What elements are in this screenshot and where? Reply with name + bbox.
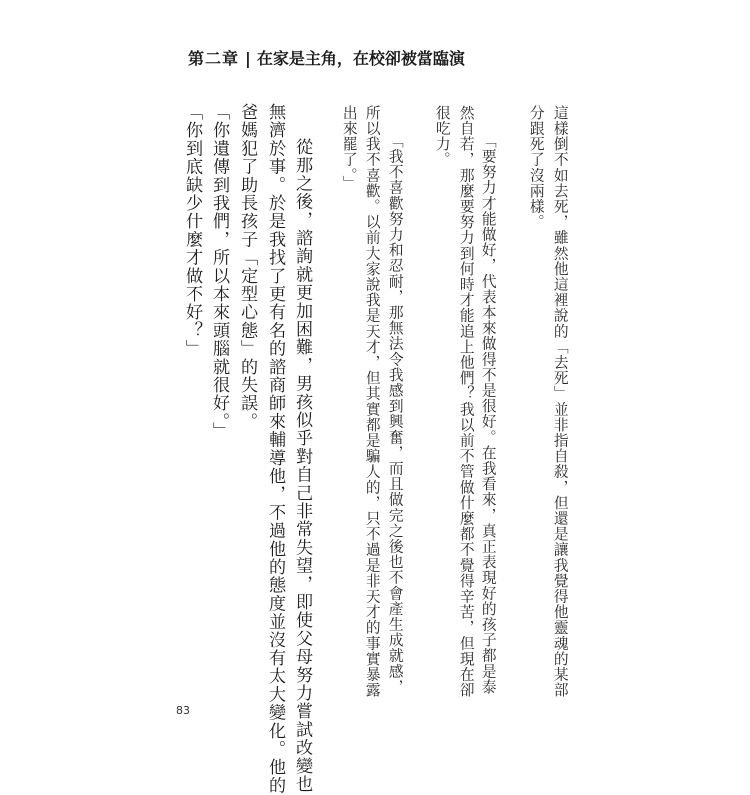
quote-column-8: 出來罷了。」 xyxy=(340,105,358,192)
chapter-title: 在家是主角，在校卻被當臨演 xyxy=(256,49,465,68)
chapter-number: 第二章 xyxy=(188,49,240,68)
quote-column-6: 「我不喜歡努力和忍耐，那無法令我感到興奮，而且做完之後也不會產生成就感， xyxy=(386,133,404,695)
header-separator: | xyxy=(245,49,251,68)
chapter-header xyxy=(188,46,465,69)
body-column-1: 從那之後，諮詢就更加困難，男孩似乎對自己非常失望，即使父母努力嘗試改變也 xyxy=(292,138,313,794)
quote-column-4: 然自若，那麼要努力到何時才能追上他們？我以前不管做什麼都不覺得辛苦，但現在卻 xyxy=(457,105,475,698)
page-number: 83 xyxy=(176,704,190,717)
quote-column-7: 所以我不喜歡。以前大家說我是天才，但其實都是騙人的，只不過是非天才的事實暴露 xyxy=(363,105,381,698)
body-column-2: 無濟於事。於是我找了更有名的諮商師來輔導他，不過他的態度並沒有太大變化。他的 xyxy=(265,103,286,795)
quote-column-5: 很吃力。 xyxy=(433,105,451,168)
body-column-5: 「你到底缺少什麼才做不好？」 xyxy=(182,103,203,358)
body-column-3: 爸媽犯了助長孩子「定型心態」的失誤。 xyxy=(237,103,258,431)
quote-column-3: 「要努力才能做好，代表本來做得不是很好。在我看來，真正表現好的孩子都是泰 xyxy=(479,133,497,695)
quote-column-1: 這樣倒不如去死，雖然他這裡說的「去死」並非指自殺，但還是讓我覺得他靈魂的某部 xyxy=(551,105,569,698)
quote-column-2: 分跟死了沒兩樣。 xyxy=(527,105,545,230)
body-column-4: 「你遺傳到我們，所以本來頭腦就很好。」 xyxy=(209,103,230,441)
